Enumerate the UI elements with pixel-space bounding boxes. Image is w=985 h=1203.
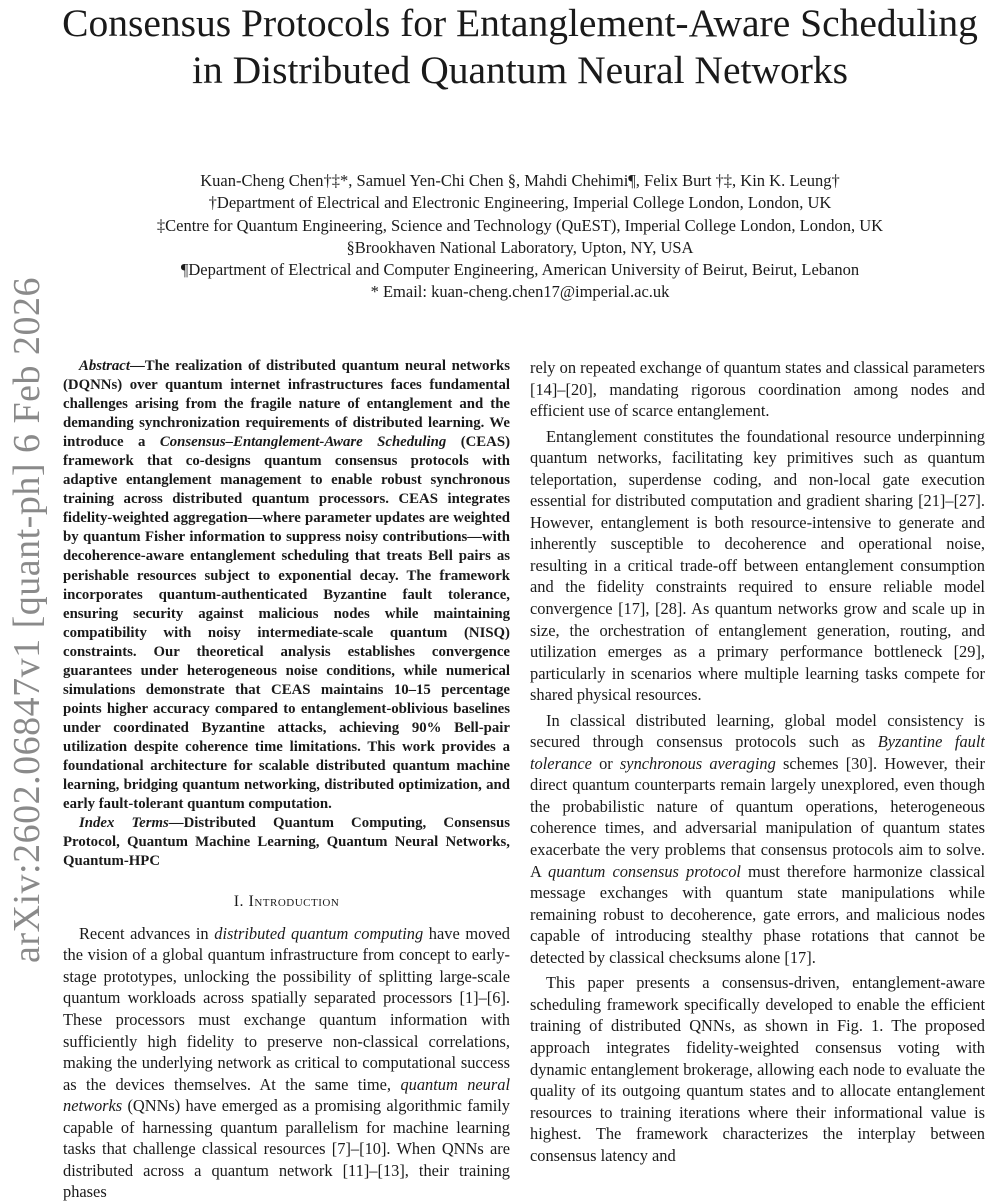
right-column xyxy=(530,357,985,1166)
abstract-text-1: —The realization of distributed quantum neural networks (DQNNs) over quantum internet infrastructures faces fundamental challenges arising from the fragile nature of entanglement and the demanding synchronization requirements of distributed learning. We introduce a xyxy=(63,358,510,451)
abstract-emph: Consensus–Entanglement-Aware Scheduling xyxy=(159,434,447,451)
affiliation-2: ‡Centre for Quantum Engineering, Science and Technology (QuEST), Imperial College London, London, UK xyxy=(156,215,884,235)
intro-paragraph-2: Entanglement constitutes the foundational resource underpinning quantum networks, facilitating key primitives such as quantum teleportation, superdense coding, and non-local gate execution essential for distributed computation and gradient sharing [21]–[27]. However, entanglement is both resource-intensive to generate and inherently susceptible to decoherence and operational noise, resulting in a critical trade-off between entanglement consumption and the fidelity constraints required to ensure reliable model convergence [17], [28]. As quantum networks grow and scale up in size, the orchestration of entanglement generation, routing, and utilization emerges as a primary performance bottleneck [29], particularly in scenarios where multiple learning tasks compete for shared physical resources. xyxy=(530,426,985,705)
intro-text: In classical distributed learning, global model consistency is secured through consensus protocols such as xyxy=(530,710,985,752)
author-email: * Email: kuan-cheng.chen17@imperial.ac.uk xyxy=(370,282,670,302)
abstract xyxy=(63,357,510,814)
author-block xyxy=(60,170,980,304)
intro-text: or xyxy=(591,753,620,773)
intro-emph: quantum consensus protocol xyxy=(548,861,741,881)
affiliation-4: ¶Department of Electrical and Computer Engineering, American University of Beirut, Beirut, Lebanon xyxy=(180,260,860,280)
arxiv-identifier-text: arXiv:2602.06847v1 [quant-ph] 6 Feb 2026 xyxy=(6,277,48,963)
abstract-text-2: (CEAS) framework that co-designs quantum consensus protocols with adaptive entanglement management to enable robust synchronous training across distributed quantum processors. CEAS integrates fidelity-weighted aggregation—where parameter updates are weighted by quantum Fisher information to suppress noisy contributions—with decoherence-aware entanglement scheduling that treats Bell pairs as perishable resources subject to exponential decay. The framework incorporates quantum-authenticated Byzantine fault tolerance, ensuring security against malicious nodes while maintaining compatibility with noisy intermediate-scale quantum (NISQ) constraints. Our theoretical analysis establishes convergence guarantees under heterogeneous noise conditions, while numerical simulations demonstrate that CEAS maintains 10–15 percentage points higher accuracy compared to entanglement-oblivious baselines under coordinated Byzantine attacks, achieving 90% Bell-pair utilization despite coherence time limitations. This work provides a foundational architecture for scalable distributed quantum machine learning, bridging quantum networking, distributed optimization, and early fault-tolerant quantum computation. xyxy=(63,434,511,813)
affiliation-3: §Brookhaven National Laboratory, Upton, NY, USA xyxy=(346,237,694,257)
intro-paragraph-3 xyxy=(530,710,985,969)
intro-emph: synchronous averaging xyxy=(619,753,776,773)
intro-paragraph-1 xyxy=(63,923,510,1203)
section-heading-introduction: I. Introduction xyxy=(233,893,340,911)
intro-text: (QNNs) have emerged as a promising algorithmic family capable of harnessing quantum parallelism for machine learning tasks that challenge classical resources [7]–[10]. When QNNs are distributed across a quantum network [11]–[13], their training phases xyxy=(63,1096,510,1202)
intro-emph: Byzantine fault tolerance xyxy=(530,732,985,773)
index-terms-text: —Distributed Quantum Computing, Consensus Protocol, Quantum Machine Learning, Quantum Neural Networks, Quantum-HPC xyxy=(63,815,511,870)
intro-paragraph-1-cont: rely on repeated exchange of quantum states and classical parameters [14]–[20], mandating rigorous coordination among nodes and efficient use of scarce entanglement. xyxy=(530,358,985,421)
paper-title: Consensus Protocols for Entanglement-Aware Scheduling in Distributed Quantum Neural Networks xyxy=(62,1,978,92)
left-column xyxy=(63,357,510,1203)
index-terms xyxy=(63,814,510,871)
affiliation-1: †Department of Electrical and Electronic Engineering, Imperial College London, London, UK xyxy=(208,193,832,213)
intro-text: must therefore harmonize classical message exchanges with quantum state manipulations while remaining robust to decoherence, gate errors, and malicious nodes capable of introducing stealthy phase rotations that cannot be detected by classical checksums alone [17]. xyxy=(530,861,985,967)
intro-paragraph-4: This paper presents a consensus-driven, entanglement-aware scheduling framework specifically developed to enable the efficient training of distributed QNNs, as shown in Fig. 1. The proposed approach integrates fidelity-weighted consensus voting with dynamic entanglement brokerage, allowing each node to evaluate the quality of its outgoing quantum states and to allocate entanglement resources to training iterations where their informational value is highest. The framework characterizes the interplay between consensus latency and xyxy=(530,973,985,1165)
arxiv-identifier-stamp xyxy=(2,277,52,963)
abstract-label: Abstract xyxy=(79,358,130,374)
intro-text: have moved the vision of a global quantum infrastructure from concept to early-stage prototypes, unlocking the possibility of splitting large-scale quantum workloads across spatially separated processors [1]–[6]. These processors must exchange quantum information with sufficiently high fidelity to preserve non-classical correlations, making the underlying network as critical to computational success as the devices themselves. At the same time, xyxy=(63,923,510,1094)
intro-text: schemes [30]. However, their direct quantum counterparts remain largely unexplored, even though the probabilistic nature of quantum operations, heterogeneous coherence times, and adversarial manipulation of quantum states exacerbate the very problems that consensus protocols aim to solve. A xyxy=(530,753,985,881)
index-terms-label: Index Terms xyxy=(79,815,169,832)
intro-text: Recent advances in xyxy=(79,923,215,943)
intro-emph: distributed quantum computing xyxy=(214,923,424,943)
author-names: Kuan-Cheng Chen†‡*, Samuel Yen-Chi Chen §, Mahdi Chehimi¶, Felix Burt †‡, Kin K. Leung† xyxy=(200,171,840,190)
intro-emph: quantum neural networks xyxy=(63,1074,511,1116)
